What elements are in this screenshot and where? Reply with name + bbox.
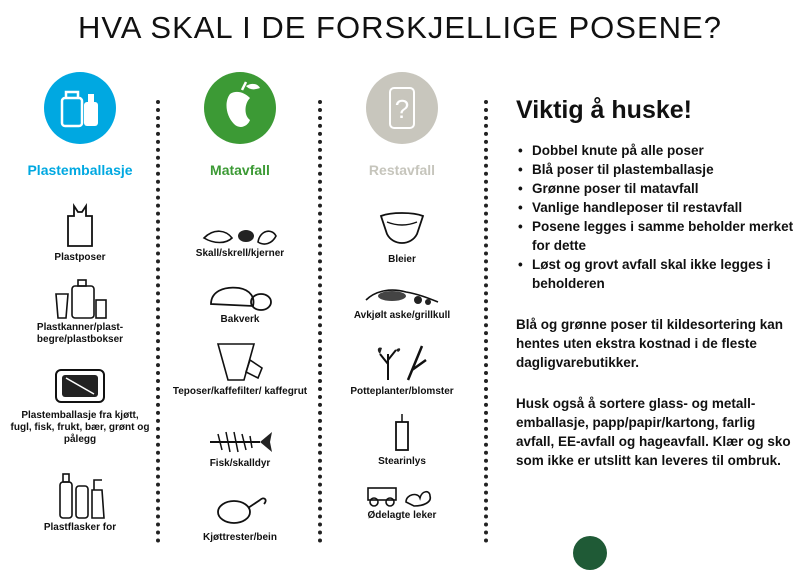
- peels-icon: [200, 222, 280, 246]
- plastic-canister-icon: [50, 278, 110, 320]
- list-item: • Dobbel knute på alle poser: [516, 141, 796, 160]
- item-label: Bakverk: [220, 314, 260, 325]
- item-label: Bleier: [388, 254, 416, 265]
- column-restavfall: [332, 72, 472, 178]
- plastic-bottles-icon: [50, 468, 110, 520]
- list-item: [10, 364, 150, 446]
- item-label: Kjøttrester/bein: [203, 532, 277, 543]
- item-label: Stearinlys: [378, 456, 426, 467]
- item-label: Plastflasker for: [43, 522, 117, 533]
- diaper-icon: [377, 208, 427, 252]
- column-heading: Matavfall: [210, 162, 270, 178]
- list-item: [170, 282, 310, 326]
- column-heading: Plastemballasje: [27, 162, 133, 178]
- item-label: Plastposer: [54, 252, 106, 263]
- item-label: Avkjølt aske/grillkull: [353, 310, 451, 321]
- toys-icon: [362, 480, 442, 508]
- candle-icon: [387, 410, 417, 454]
- item-label: Ødelagte leker: [367, 510, 437, 521]
- column-divider: [484, 100, 488, 543]
- bread-icon: [205, 282, 275, 312]
- tea-bag-icon: [210, 340, 270, 384]
- item-label: Skall/skrell/kjerner: [195, 248, 285, 259]
- info-panel: [516, 96, 796, 470]
- list-item: [10, 468, 150, 534]
- column-divider: [318, 100, 322, 543]
- list-item: [332, 480, 472, 522]
- list-item: [10, 278, 150, 346]
- list-item: • Vanlige handleposer til restavfall: [516, 198, 796, 217]
- plastic-bag-icon: [60, 202, 100, 250]
- page-title: HVA SKAL I DE FORSKJELLIGE POSENE?: [78, 10, 722, 45]
- item-label: Teposer/kaffefilter/ kaffegrut: [172, 386, 308, 397]
- fish-bones-icon: [204, 426, 276, 456]
- list-item: [332, 208, 472, 266]
- item-label: Plastemballasje fra kjøtt, fugl, fisk, frukt, bær, grønt og pålegg: [10, 410, 150, 445]
- info-paragraph: Blå og grønne poser til kildesortering kan hentes uten ekstra kostnad i de fleste dagligvarebutikker.: [516, 317, 784, 370]
- column-divider: [156, 100, 160, 543]
- list-item: [332, 282, 472, 322]
- list-item: • Løst og grovt avfall skal ikke legges i beholderen: [516, 255, 796, 293]
- column-plastemballasje: [10, 72, 150, 178]
- plants-icon: [372, 340, 432, 384]
- reminder-list: [516, 141, 796, 293]
- meat-bone-icon: [210, 494, 270, 530]
- column-heading: Restavfall: [368, 162, 436, 178]
- list-item: [332, 340, 472, 398]
- list-item: [170, 222, 310, 260]
- list-item: [332, 410, 472, 468]
- list-item: [170, 426, 310, 470]
- list-item: [170, 340, 310, 398]
- list-item: [10, 202, 150, 264]
- item-label: Fisk/skalldyr: [209, 458, 271, 469]
- apple-core-icon: [204, 72, 276, 144]
- question-mark-icon: [366, 72, 438, 144]
- food-tray-icon: [50, 364, 110, 408]
- column-matavfall: [170, 72, 310, 178]
- item-label: Potteplanter/blomster: [350, 386, 454, 397]
- logo: [573, 536, 607, 570]
- info-heading: Viktig å huske!: [516, 96, 692, 124]
- list-item: [170, 494, 310, 544]
- list-item: • Grønne poser til matavfall: [516, 179, 796, 198]
- question-mark-glyph: ?: [394, 94, 410, 124]
- item-label: Plastkanner/plast-begre/plastbokser: [36, 322, 124, 345]
- list-item: • Blå poser til plastemballasje: [516, 160, 796, 179]
- list-item: • Posene legges i samme beholder merket for dette: [516, 217, 796, 255]
- info-paragraph: Husk også å sortere glass- og metall-emballasje, papp/papir/kartong, farlig avfall, EE-avfall og hageavfall. Klær og sko som ikke er utslitt kan leveres til ombruk.: [516, 396, 791, 468]
- ash-icon: [362, 282, 442, 308]
- plastic-containers-icon: [44, 72, 116, 144]
